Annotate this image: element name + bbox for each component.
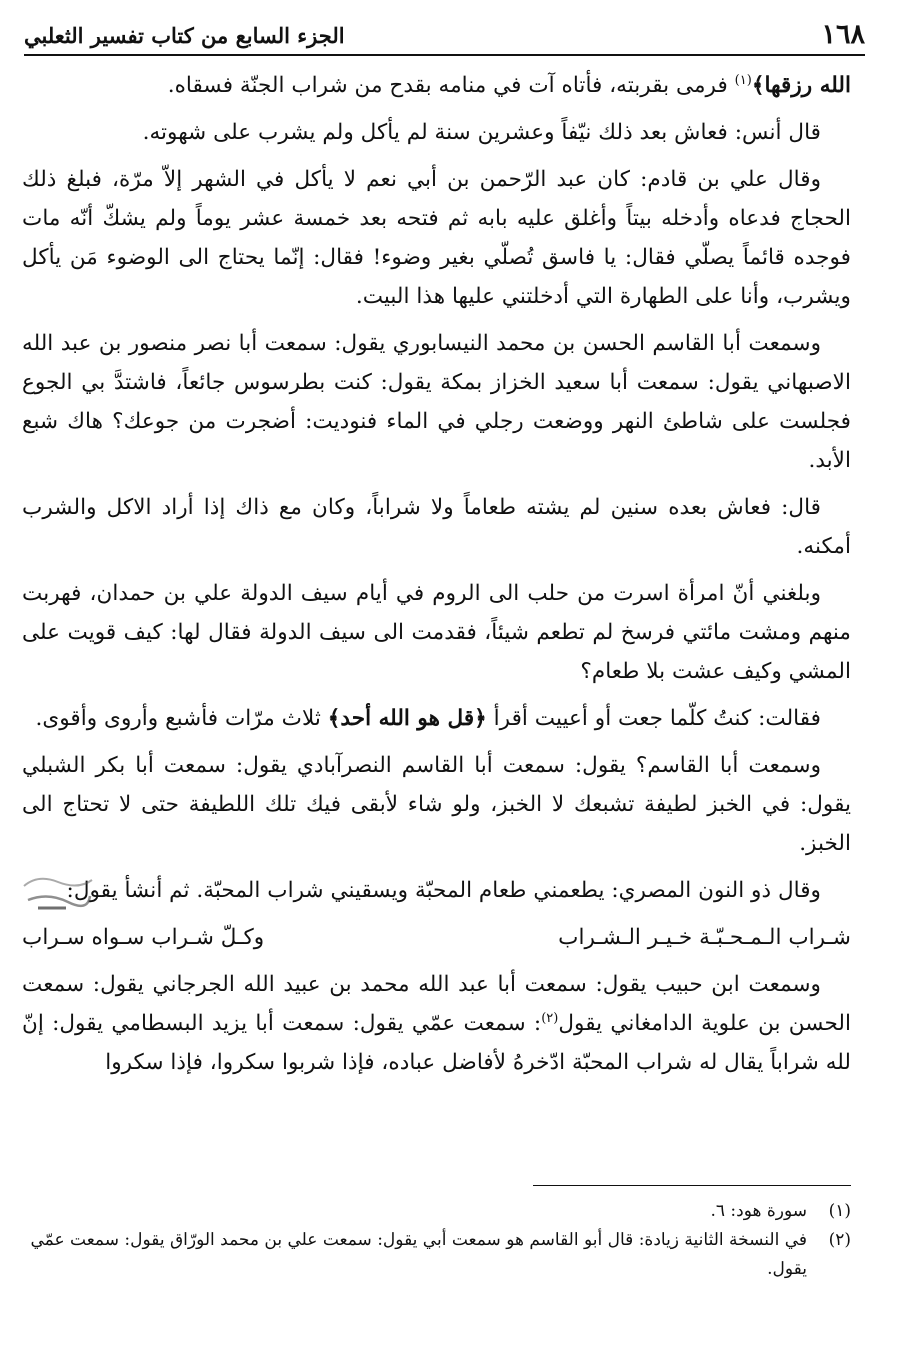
running-title: الجزء السابع من كتاب تفسير الثعلبي	[24, 23, 345, 48]
footnote-mark: (١)	[828, 1201, 851, 1221]
paragraph: فقالت: كنتُ كلّما جعت أو أعييت أقرأ ﴿قل هو الله أحد﴾ ثلاث مرّات فأشبع وأروى وأقوى.	[35, 706, 821, 731]
quran-quote: ﴿قل هو الله أحد﴾	[327, 706, 487, 731]
paragraph: وقال علي بن قادم: كان عبد الرّحمن بن أبي نعم لا يأكل في الشهر إلاّ مرّة، فبلغ ذلك الحجاج فدعاه وأدخله بيتاً وأغلق عليه بابه ثم فتحه بعد خمسة عشر يوماً ولم يشكّ أنّه مات فوجده قائماً يصلّي فقال: يا فاسق تُصلّي بغير وضوء! فقال: إنّما يحتاج الى الوضوء مَن يأكل ويشرب، وأنا على الطهارة التي أدخلتني عليها هذا البيت.	[22, 167, 851, 309]
verse-right-hemistich: شـراب الـمـحـبّـة خـيـر الـشـراب	[558, 925, 851, 950]
paragraph: قال أنس: فعاش بعد ذلك نيّفاً وعشرين سنة لم يأكل ولم يشرب على شهوته.	[142, 120, 821, 145]
footnote-mark: (٢)	[828, 1230, 851, 1250]
verse-left-hemistich: وكـلّ شـراب سـواه سـراب	[22, 925, 265, 950]
footnote-text: سورة هود: ٦.	[710, 1201, 807, 1221]
paragraph: وبلغني أنّ امرأة اسرت من حلب الى الروم في أيام سيف الدولة علي بن حمدان، فهربت منهم ومشت مائتي فرسخ لم تطعم شيئاً، فقدمت الى سيف الدولة فقال لها: كيف قويت على المشي وكيف عشت بلا طعام؟	[22, 581, 851, 684]
paragraph: وسمعت ابن حبيب يقول: سمعت أبا عبد الله محمد بن عبيد الله الجرجاني يقول: سمعت الحسن بن علوية الدامغاني يقول$^{(٢)}$: سمعت عمّي يقول: سمعت أبا يزيد البسطامي يقول: إنّ لله شراباً يقال له شراب المحبّة ادّخرهُ لأفاضل عباده، فإذا شربوا سكروا، فإذا سكروا	[22, 972, 851, 1075]
page-header	[24, 18, 865, 56]
footnote	[22, 1197, 851, 1226]
page-number: ١٦٨	[821, 19, 865, 50]
footnotes	[22, 1197, 851, 1284]
footnote	[22, 1226, 851, 1284]
poem-verse	[22, 918, 851, 957]
paragraph: وقال ذو النون المصري: يطعمني طعام المحبّة ويسقيني شراب المحبّة. ثم أنشأ يقول:	[66, 878, 821, 903]
main-text	[22, 66, 851, 1090]
paragraph: وسمعت أبا القاسم الحسن بن محمد النيسابوري يقول: سمعت أبا نصر منصور بن عبد الله الاصبهاني يقول: سمعت أبا سعيد الخزاز بمكة يقول: كنت بطرسوس جائعاً، فاشتدَّ بي الجوع فجلست على شاطئ النهر ووضعت رجلي في الماء فنوديت: أضجرت من جوعك؟ هاك شبع الأبد.	[22, 331, 851, 473]
paragraph: الله رزقها﴾$^{(١)}$ فرمى بقربته، فأتاه آت في منامه بقدح من شراب الجنّة فسقاه.	[167, 72, 851, 98]
scan-smudge	[18, 856, 96, 916]
footnote-separator	[533, 1185, 851, 1186]
paragraph: قال: فعاش بعده سنين لم يشته طعاماً ولا شراباً، وكان مع ذاك إذا أراد الاكل والشرب أمكنه.	[22, 495, 851, 559]
footnote-text: في النسخة الثانية زيادة: قال أبو القاسم هو سمعت أبي يقول: سمعت علي بن محمد الورّاق يقول: سمعت عمّي يقول.	[30, 1230, 807, 1279]
quran-quote: الله رزقها﴾	[751, 73, 851, 98]
footnote-ref: (١)	[734, 72, 752, 88]
paragraph: وسمعت أبا القاسم؟ يقول: سمعت أبا القاسم النصرآبادي يقول: سمعت أبا بكر الشبلي يقول: في الخبز لطيفة تشبعك لا الخبز، ولو شاء لأبقى فيك تلك اللطيفة حتى لا تحتاج الى الخبز.	[22, 753, 851, 856]
footnote-ref: (٢)	[541, 1010, 559, 1026]
